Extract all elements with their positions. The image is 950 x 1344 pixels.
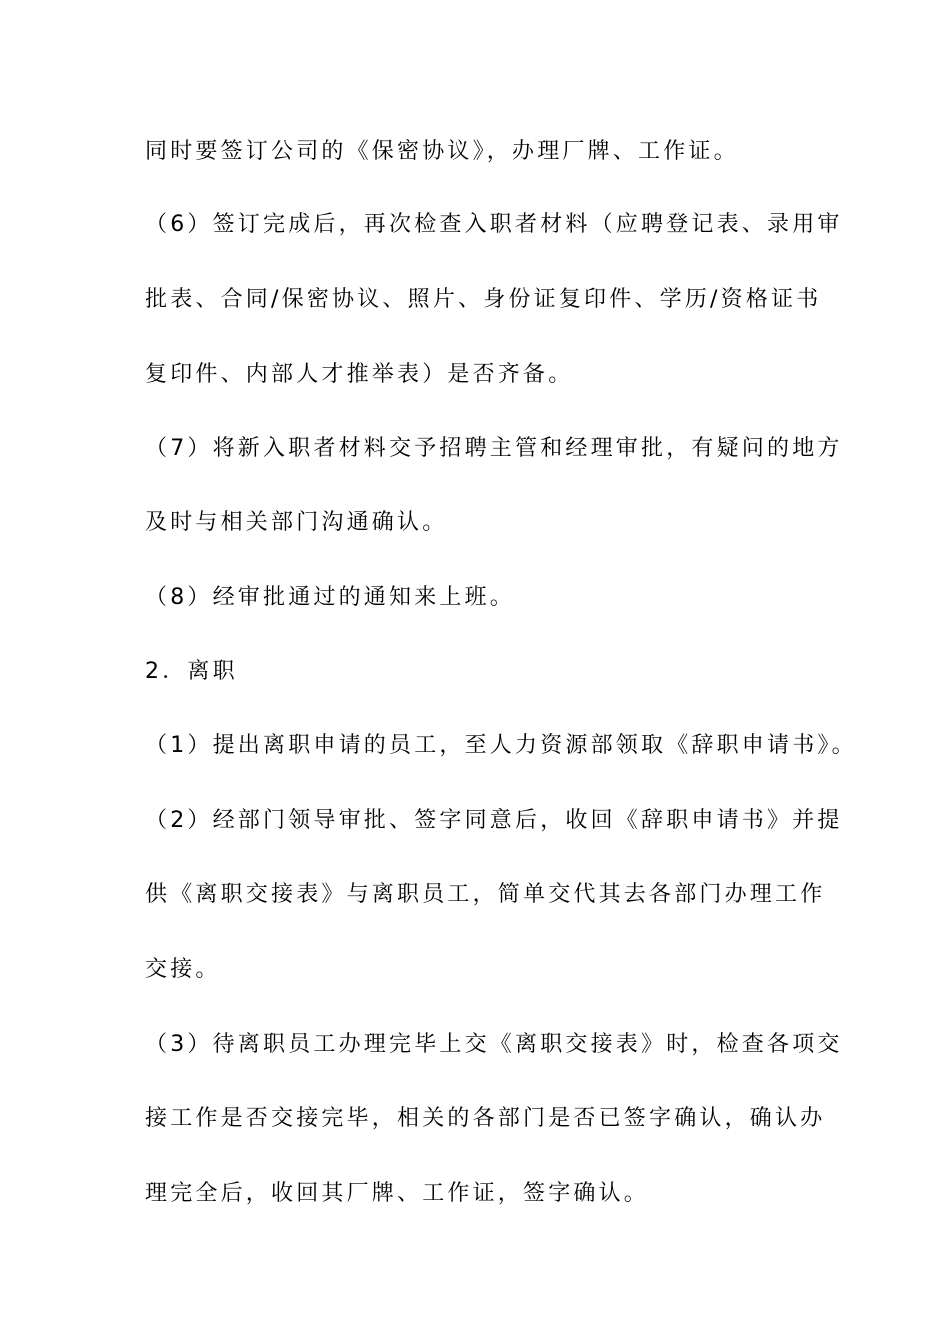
text-line: 交接。 [145, 957, 221, 982]
text-line: （6）签订完成后，再次检查入职者材料（应聘登记表、录用审 [145, 212, 843, 237]
text-line: 供《离职交接表》与离职员工，简单交代其去各部门办理工作 [145, 882, 826, 907]
text-line: （1）提出离职申请的员工，至人力资源部领取《辞职申请书》。 [145, 733, 857, 758]
text-line: 同时要签订公司的《保密协议》，办理厂牌、工作证。 [145, 139, 739, 164]
text-line: （2）经部门领导审批、签字同意后，收回《辞职申请书》并提 [145, 808, 843, 833]
text-line: （7）将新入职者材料交予招聘主管和经理审批，有疑问的地方 [145, 436, 843, 461]
text-line: 批表、合同/保密协议、照片、身份证复印件、学历/资格证书 [145, 287, 822, 312]
text-line: 及时与相关部门沟通确认。 [145, 510, 448, 535]
text-line: （8）经审批通过的通知来上班。 [145, 585, 515, 610]
text-line: 复印件、内部人才推举表）是否齐备。 [145, 362, 574, 387]
text-line: 接工作是否交接完毕，相关的各部门是否已签字确认，确认办 [145, 1106, 826, 1131]
text-line: 理完全后，收回其厂牌、工作证，签字确认。 [145, 1181, 650, 1206]
text-line: （3）待离职员工办理完毕上交《离职交接表》时，检查各项交 [145, 1032, 843, 1057]
section-heading: 2．离职 [145, 659, 238, 684]
